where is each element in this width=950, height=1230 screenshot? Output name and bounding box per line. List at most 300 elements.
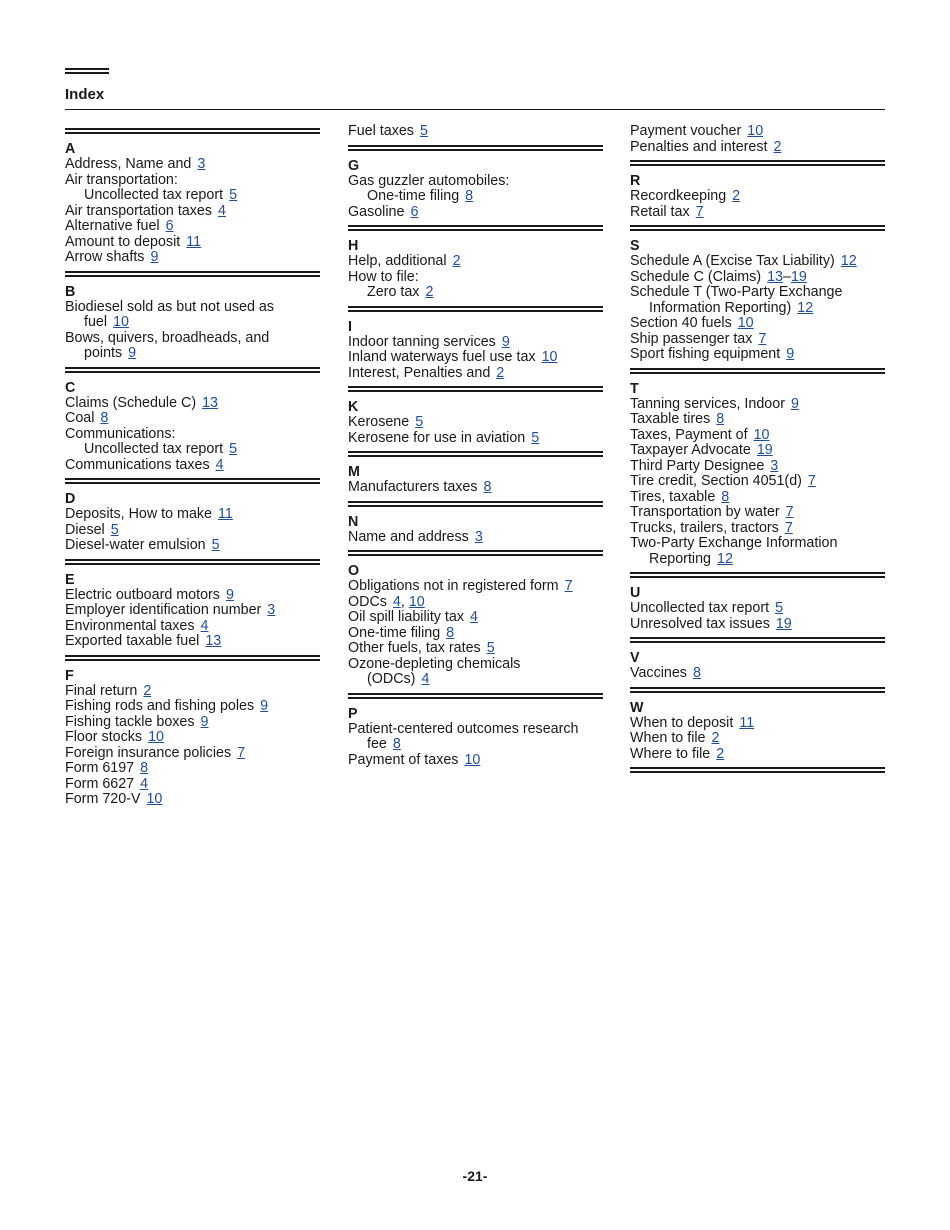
page-link[interactable]: 2 — [452, 253, 461, 269]
entry-text: Patient-centered outcomes research — [348, 720, 579, 737]
entry-text: Transportation by water — [630, 504, 780, 520]
entry-text: Final return — [65, 682, 138, 699]
page-link[interactable]: 5 — [531, 429, 540, 446]
index-entry — [65, 538, 320, 554]
index-entry — [65, 396, 320, 412]
page-link[interactable]: 5 — [229, 441, 238, 457]
index-entry — [630, 397, 885, 413]
page-link[interactable]: 2 — [773, 138, 782, 155]
entry-text: Claims (Schedule C) — [65, 394, 197, 411]
index-entry — [65, 603, 320, 619]
page-link[interactable]: 8 — [483, 479, 492, 495]
entry-text: Ozone-depleting chemicals — [348, 655, 521, 672]
page-link[interactable]: 11 — [218, 506, 233, 522]
index-entry — [630, 140, 885, 156]
section-rule — [348, 550, 603, 552]
index-entry — [65, 250, 320, 266]
page-link[interactable]: 19 — [756, 442, 773, 458]
page-link[interactable]: 13 — [205, 633, 222, 649]
index-entry — [348, 254, 603, 270]
page-link[interactable]: 9 — [501, 333, 510, 350]
index-entry — [630, 617, 885, 633]
section-rule — [630, 572, 885, 574]
page-link[interactable]: 3 — [474, 528, 483, 545]
page-link[interactable]: 8 — [446, 624, 455, 641]
entry-text: Reporting — [649, 550, 711, 567]
index-entry — [348, 335, 603, 351]
index-entry — [348, 174, 603, 190]
page-joiner: – — [783, 268, 791, 285]
section-letter: P — [348, 705, 358, 722]
page-link[interactable]: 7 — [564, 578, 573, 594]
section-rule — [630, 368, 885, 370]
entry-text: Floor stocks — [65, 729, 143, 745]
index-entry — [65, 507, 320, 523]
section-rule — [348, 386, 603, 388]
entry-text: Fishing rods and fishing poles — [65, 698, 255, 714]
page-link[interactable]: 5 — [110, 521, 119, 538]
entry-text: Foreign insurance policies — [65, 744, 232, 761]
entry-text: Sport fishing equipment — [630, 346, 781, 362]
index-entry — [65, 157, 320, 173]
page-link[interactable]: 12 — [840, 253, 857, 269]
entry-text: Taxable tires — [630, 411, 711, 427]
page-link[interactable]: 7 — [807, 473, 816, 489]
entry-text: Environmental taxes — [65, 617, 195, 634]
index-entry — [630, 254, 885, 270]
index-entry — [348, 722, 603, 738]
section-letter: N — [348, 513, 359, 530]
page-link[interactable]: 8 — [465, 188, 474, 204]
index-entry — [348, 270, 603, 286]
index-section-d — [65, 491, 320, 554]
index-entry — [348, 641, 603, 657]
page-link[interactable]: 9 — [225, 586, 234, 603]
index-entry — [65, 777, 320, 793]
page-link[interactable]: 2 — [732, 188, 741, 204]
entry-text: fee — [367, 736, 387, 752]
entry-text: Biodiesel sold as but not used as — [65, 298, 275, 315]
entry-text: Communications taxes — [65, 456, 210, 473]
page-link[interactable]: 11 — [739, 714, 755, 731]
index-entry — [630, 316, 885, 332]
index-section-a — [65, 141, 320, 266]
index-entry — [65, 761, 320, 777]
section-letter: R — [630, 173, 641, 189]
index-entry — [65, 219, 320, 235]
index-section-t — [630, 381, 885, 568]
entry-text: Form 720-V — [65, 791, 141, 807]
entry-text: Where to file — [630, 745, 711, 762]
entry-text: Air transportation: — [65, 171, 178, 188]
entry-text: Deposits, How to make — [65, 506, 212, 522]
entry-text: Exported taxable fuel — [65, 633, 200, 649]
page-link[interactable]: 10 — [753, 426, 770, 443]
index-entry — [65, 173, 320, 189]
title-underline — [65, 109, 885, 110]
index-section-n — [348, 514, 603, 546]
page-link[interactable]: 4 — [215, 456, 224, 473]
page-link[interactable]: 13 — [202, 394, 219, 411]
index-entry — [65, 204, 320, 220]
page-link[interactable]: 5 — [229, 187, 238, 203]
index-entry — [348, 205, 603, 221]
entry-text: Gasoline — [348, 203, 405, 220]
page-link[interactable]: 5 — [415, 414, 424, 430]
page-link[interactable]: 2 — [496, 364, 505, 381]
section-letter: I — [348, 318, 352, 335]
index-section-s — [630, 238, 885, 363]
section-letter: G — [348, 157, 360, 174]
index-entry — [348, 350, 603, 366]
page-link[interactable]: 3 — [197, 156, 206, 172]
entry-text: Inland waterways fuel use tax — [348, 349, 536, 365]
entry-text: Diesel — [65, 521, 105, 538]
index-entry — [65, 300, 320, 316]
section-rule — [348, 306, 603, 308]
index-column-2 — [348, 124, 603, 768]
entry-text: Zero tax — [367, 284, 420, 300]
index-entry — [630, 747, 885, 763]
index-entry — [65, 235, 320, 251]
page-link[interactable]: 19 — [775, 615, 792, 632]
entry-text: Unresolved tax issues — [630, 615, 770, 632]
page-link[interactable]: 9 — [790, 395, 799, 412]
index-section-m — [348, 464, 603, 496]
top-decorative-rule — [65, 68, 109, 70]
page-link[interactable]: 9 — [260, 698, 269, 714]
page-link[interactable]: 10 — [541, 349, 558, 365]
entry-text: Form 6627 — [65, 775, 135, 792]
entry-text: fuel — [84, 314, 108, 330]
entry-text: Uncollected tax report — [630, 600, 770, 616]
index-entry — [65, 730, 320, 746]
entry-text: One-time filing — [367, 188, 460, 204]
page-link[interactable]: 4 — [200, 617, 209, 634]
page-link[interactable]: 3 — [770, 457, 779, 474]
page-link[interactable]: 8 — [716, 411, 725, 427]
index-entry — [348, 595, 603, 611]
index-section-w — [630, 700, 885, 763]
page-link[interactable]: 4 — [392, 593, 401, 610]
index-entry — [630, 536, 885, 552]
index-entry-continuation — [630, 552, 885, 568]
page-link[interactable]: 4 — [470, 609, 478, 625]
index-section-c — [65, 380, 320, 474]
page-joiner: , — [400, 593, 409, 610]
index-entry — [65, 684, 320, 700]
page-link[interactable]: 4 — [218, 202, 226, 219]
index-entry — [65, 792, 320, 808]
index-entry — [630, 716, 885, 732]
page-link[interactable]: 2 — [143, 682, 152, 699]
entry-text: Information Reporting) — [649, 299, 792, 316]
entry-text: Air transportation taxes — [65, 202, 213, 219]
index-entry — [630, 347, 885, 363]
section-letter: B — [65, 283, 76, 300]
entry-text: Interest, Penalties and — [348, 364, 491, 381]
index-entry — [630, 731, 885, 747]
index-entry — [65, 588, 320, 604]
section-rule — [65, 559, 320, 561]
entry-text: Employer identification number — [65, 602, 262, 618]
index-entry — [630, 270, 885, 286]
page-link[interactable]: 13 — [767, 268, 784, 285]
index-entry — [630, 666, 885, 682]
page-link[interactable]: 10 — [464, 751, 481, 768]
entry-text: Recordkeeping — [630, 188, 727, 204]
entry-text: Tires, taxable — [630, 488, 716, 505]
index-section-k — [348, 399, 603, 446]
page-link[interactable]: 4 — [421, 671, 430, 687]
page-link[interactable]: 7 — [758, 330, 767, 347]
entry-text: Retail tax — [630, 203, 690, 220]
section-letter: F — [65, 667, 74, 684]
index-entry — [348, 431, 603, 447]
index-entry — [65, 411, 320, 427]
entry-text: Coal — [65, 410, 95, 426]
entry-text: Uncollected tax report — [84, 441, 224, 457]
section-letter: W — [630, 699, 644, 716]
section-rule — [630, 687, 885, 689]
entry-text: One-time filing — [348, 624, 441, 641]
page-link[interactable]: 12 — [797, 299, 814, 316]
page-link[interactable]: 9 — [128, 345, 137, 361]
index-entry — [65, 634, 320, 650]
section-rule — [348, 451, 603, 453]
index-entry — [65, 442, 320, 458]
section-rule — [65, 367, 320, 369]
section-rule — [630, 637, 885, 639]
page-link[interactable]: 11 — [186, 233, 202, 250]
index-entry — [630, 505, 885, 521]
page-title: Index — [65, 86, 105, 103]
page-link[interactable]: 5 — [211, 537, 220, 553]
page-link[interactable]: 8 — [100, 410, 109, 426]
section-letter: K — [348, 399, 359, 415]
entry-text: Electric outboard motors — [65, 586, 220, 603]
index-entry — [630, 412, 885, 428]
section-letter: U — [630, 585, 641, 601]
entry-text: Vaccines — [630, 665, 687, 681]
page-link[interactable]: 8 — [140, 760, 149, 776]
entry-text: Help, additional — [348, 253, 447, 269]
entry-text: Taxes, Payment of — [630, 426, 748, 443]
index-entry — [630, 443, 885, 459]
page-link[interactable]: 7 — [784, 519, 793, 536]
page-link[interactable]: 2 — [711, 730, 720, 746]
index-entry — [348, 753, 603, 769]
entry-text: Communications: — [65, 425, 176, 442]
entry-text: points — [84, 345, 123, 361]
entry-text: Trucks, trailers, tractors — [630, 519, 779, 536]
entry-text: Oil spill liability tax — [348, 609, 464, 625]
section-letter: S — [630, 238, 640, 254]
index-entry-continuation — [65, 315, 320, 331]
entry-text: Two-Party Exchange Information — [630, 535, 838, 551]
index-entry — [348, 579, 603, 595]
section-letter: E — [65, 571, 75, 588]
index-entry — [65, 715, 320, 731]
page-link[interactable]: 8 — [392, 736, 401, 752]
page-link[interactable]: 5 — [486, 640, 495, 656]
section-rule — [348, 501, 603, 503]
entry-text: Diesel-water emulsion — [65, 537, 206, 553]
section-rule — [630, 225, 885, 227]
page-link[interactable]: 5 — [419, 123, 428, 139]
index-section-g — [348, 158, 603, 221]
entry-text: Tanning services, Indoor — [630, 395, 785, 412]
page-link[interactable]: 3 — [267, 602, 276, 618]
page-link[interactable]: 8 — [721, 488, 730, 505]
index-column-3 — [630, 124, 885, 780]
page-link[interactable]: 9 — [786, 346, 795, 362]
entry-text: ODCs — [348, 593, 387, 610]
column-end-rule — [630, 767, 885, 769]
section-rule — [65, 271, 320, 273]
index-entry — [348, 657, 603, 673]
index-entry-continuation — [348, 672, 603, 688]
page-link[interactable]: 6 — [165, 218, 174, 234]
index-section-u — [630, 585, 885, 632]
entry-text: Schedule T (Two-Party Exchange — [630, 284, 843, 300]
index-section-r — [630, 173, 885, 220]
entry-text: Payment voucher — [630, 123, 742, 139]
index-entry — [630, 205, 885, 221]
index-entry — [65, 458, 320, 474]
index-section-p — [348, 706, 603, 769]
index-entry — [65, 331, 320, 347]
index-entry — [630, 459, 885, 475]
index-entry — [630, 521, 885, 537]
index-entry — [348, 610, 603, 626]
entry-text: Fuel taxes — [348, 123, 414, 139]
entry-text: Bows, quivers, broadheads, and — [65, 329, 270, 346]
index-entry — [348, 530, 603, 546]
entry-text: Third Party Designee — [630, 457, 765, 474]
section-letter: H — [348, 238, 359, 254]
index-entry — [630, 124, 885, 140]
entry-text: (ODCs) — [367, 671, 416, 687]
section-letter: T — [630, 380, 639, 397]
page-link[interactable]: 10 — [148, 729, 164, 745]
index-entry — [65, 746, 320, 762]
page-link[interactable]: 12 — [717, 550, 733, 567]
page-link[interactable]: 7 — [695, 203, 704, 220]
index-section-i — [348, 319, 603, 382]
index-entry-continuation — [65, 346, 320, 362]
entry-text: When to file — [630, 730, 706, 746]
section-letter: C — [65, 379, 76, 396]
index-entry-continuation — [348, 737, 603, 753]
page-link[interactable]: 8 — [692, 665, 701, 681]
entry-text: When to deposit — [630, 714, 734, 731]
entry-text: Ship passenger tax — [630, 330, 753, 347]
page-link[interactable]: 19 — [790, 268, 807, 285]
entry-text: Kerosene for use in aviation — [348, 429, 526, 446]
index-entry — [65, 619, 320, 635]
index-entry — [65, 188, 320, 204]
entry-text: Payment of taxes — [348, 751, 459, 768]
page-link[interactable]: 10 — [747, 123, 764, 139]
index-entry — [630, 601, 885, 617]
page-link[interactable]: 7 — [785, 504, 794, 520]
section-letter: V — [630, 650, 640, 666]
index-entry — [65, 523, 320, 539]
index-section-o — [348, 563, 603, 688]
index-entry — [348, 124, 603, 140]
section-rule — [65, 655, 320, 657]
entry-text: Penalties and interest — [630, 138, 768, 155]
entry-text: Indoor tanning services — [348, 333, 496, 350]
index-section-b — [65, 284, 320, 362]
page-link[interactable]: 2 — [716, 745, 725, 762]
entry-text: Name and address — [348, 528, 469, 545]
index-entry — [348, 626, 603, 642]
page-link[interactable]: 2 — [425, 284, 434, 300]
index-entry — [630, 428, 885, 444]
page-link[interactable]: 5 — [775, 600, 784, 616]
section-letter: M — [348, 464, 360, 480]
index-entry — [630, 474, 885, 490]
entry-text: Address, Name and — [65, 156, 192, 172]
section-rule — [65, 478, 320, 480]
section-rule — [65, 128, 320, 130]
entry-text: Uncollected tax report — [84, 187, 224, 203]
entry-text: Form 6197 — [65, 760, 135, 776]
page-link[interactable]: 9 — [150, 249, 159, 265]
index-entry — [348, 415, 603, 431]
index-section-v — [630, 650, 885, 682]
index-entry — [65, 699, 320, 715]
entry-text: Alternative fuel — [65, 218, 160, 234]
index-entry-continuation — [630, 301, 885, 317]
index-entry — [630, 285, 885, 301]
section-letter: D — [65, 491, 76, 507]
index-section-f — [65, 668, 320, 808]
index-section-e — [65, 572, 320, 650]
index-entry — [348, 189, 603, 205]
entry-text: Arrow shafts — [65, 249, 145, 265]
section-letter: O — [348, 563, 360, 579]
page-link[interactable]: 6 — [410, 203, 419, 220]
entry-text: Amount to deposit — [65, 233, 181, 250]
index-entry — [630, 189, 885, 205]
index-entry — [348, 285, 603, 301]
index-entry — [348, 366, 603, 382]
entry-text: Fishing tackle boxes — [65, 713, 195, 730]
page-number: -21- — [462, 1168, 488, 1184]
entry-text: Taxpayer Advocate — [630, 442, 751, 458]
page-link[interactable]: 10 — [737, 315, 754, 331]
index-entry — [630, 332, 885, 348]
page-link[interactable]: 9 — [200, 713, 209, 730]
index-section-h — [348, 238, 603, 301]
section-rule — [348, 225, 603, 227]
page-link[interactable]: 10 — [408, 593, 425, 610]
page-link[interactable]: 10 — [113, 314, 129, 330]
index-entry — [65, 427, 320, 443]
page-link[interactable]: 4 — [140, 775, 149, 792]
entry-text: Tire credit, Section 4051(d) — [630, 473, 802, 489]
entry-text: Schedule A (Excise Tax Liability) — [630, 253, 835, 269]
page-link[interactable]: 7 — [237, 744, 246, 761]
page-link[interactable]: 10 — [146, 791, 163, 807]
index-entry — [348, 480, 603, 496]
entry-text: Section 40 fuels — [630, 315, 732, 331]
section-rule — [630, 160, 885, 162]
entry-text: Other fuels, tax rates — [348, 640, 481, 656]
